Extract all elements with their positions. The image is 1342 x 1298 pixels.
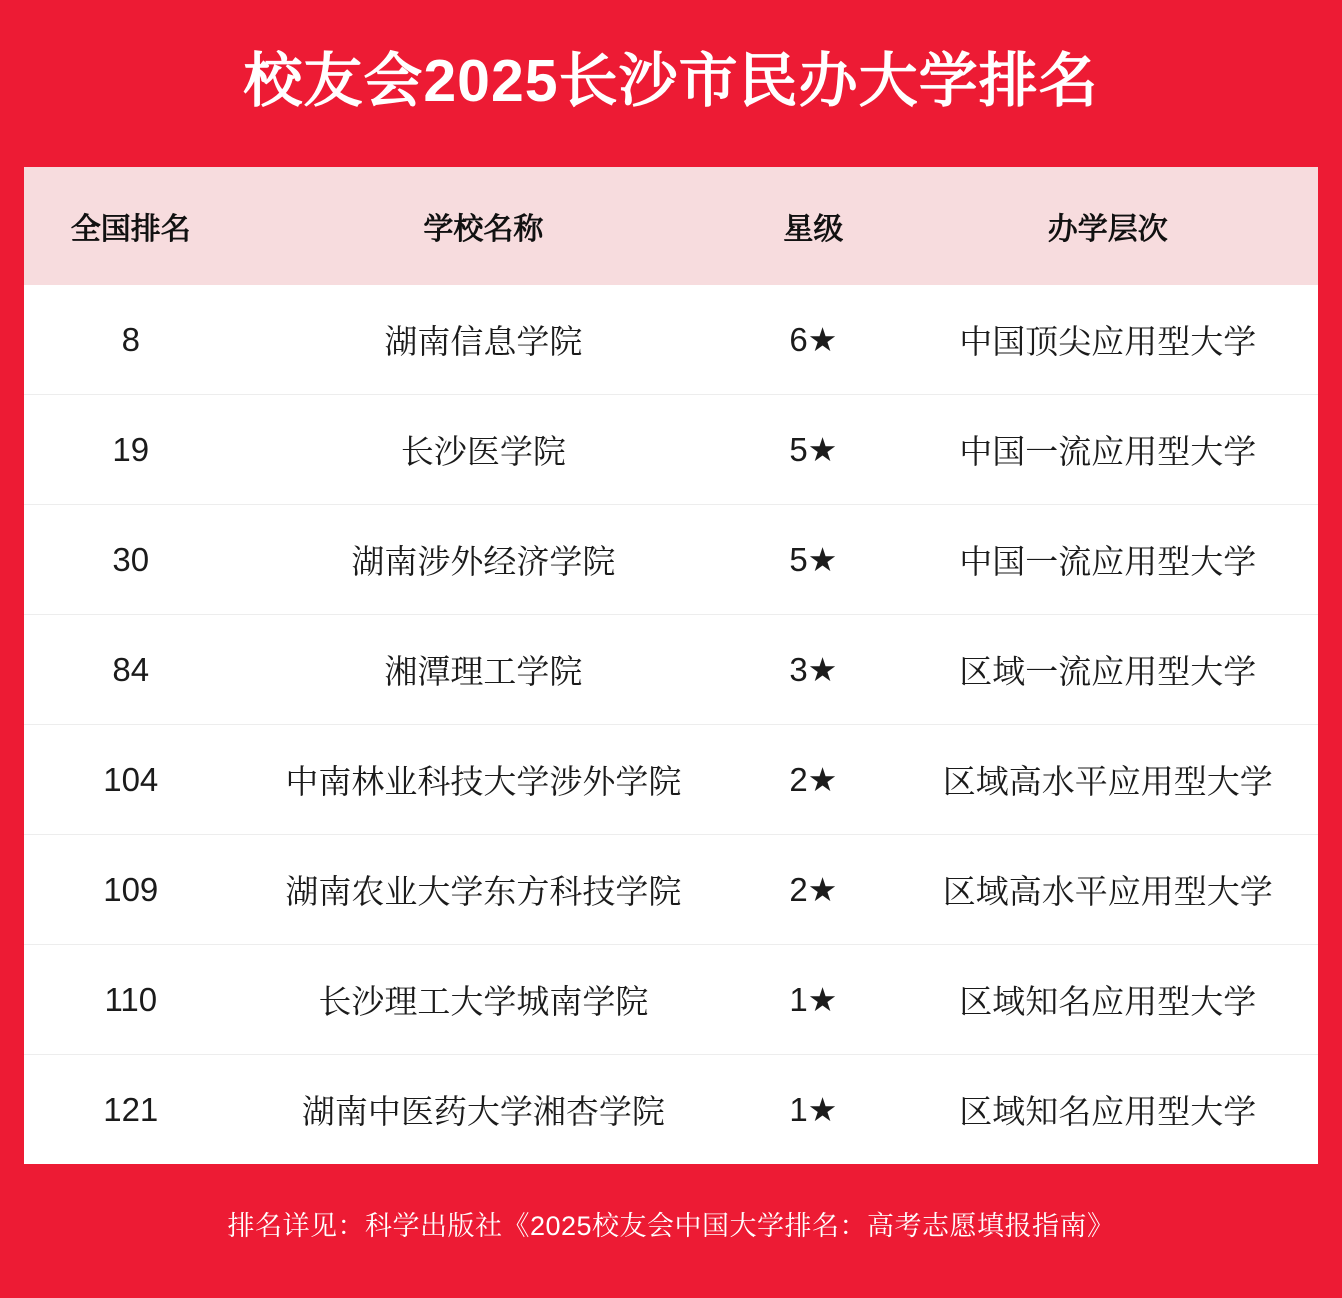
cell-level: 中国一流应用型大学 [897,395,1318,505]
cell-national-rank: 30 [24,505,238,615]
column-header-star-rating: 星级 [783,213,844,246]
table-header-row [24,167,1318,285]
page-title: 校友会2025长沙市民办大学排名 [243,48,1099,114]
ranking-table [24,167,1318,1164]
cell-star-rating: 1★ [729,945,897,1055]
table-row [24,505,1318,615]
cell-school-name: 长沙医学院 [238,395,730,505]
table-row [24,285,1318,395]
column-header-school-name: 学校名称 [423,213,544,246]
cell-national-rank: 121 [103,1090,159,1128]
cell-school-name: 湖南农业大学东方科技学院 [238,835,730,945]
table-row [24,1055,1318,1165]
cell-school-name: 湖南信息学院 [238,285,730,395]
cell-star-rating: 1★ [789,1091,838,1128]
cell-national-rank: 109 [24,835,238,945]
column-header-level: 办学层次 [1047,213,1168,246]
cell-school-name: 湖南中医药大学湘杏学院 [301,1093,665,1130]
cell-level: 中国一流应用型大学 [897,505,1318,615]
table-row [24,725,1318,835]
cell-star-rating: 5★ [729,505,897,615]
table-body [24,285,1318,1164]
cell-school-name: 湘潭理工学院 [238,615,730,725]
table-row [24,835,1318,945]
table-row [24,615,1318,725]
cell-star-rating: 2★ [729,835,897,945]
cell-level: 区域高水平应用型大学 [897,725,1318,835]
cell-national-rank: 84 [24,615,238,725]
table-header [24,167,1318,285]
source-note: 排名详见：科学出版社《2025校友会中国大学排名：高考志愿填报指南》 [227,1211,1115,1241]
cell-school-name: 湖南涉外经济学院 [238,505,730,615]
cell-national-rank: 19 [24,395,238,505]
cell-star-rating: 6★ [729,285,897,395]
ranking-table-container [24,167,1318,1164]
cell-national-rank: 8 [24,285,238,395]
cell-level: 区域知名应用型大学 [897,945,1318,1055]
table-row [24,395,1318,505]
cell-level: 区域高水平应用型大学 [897,835,1318,945]
cell-national-rank: 110 [24,945,238,1055]
cell-school-name: 长沙理工大学城南学院 [238,945,730,1055]
cell-level: 中国顶尖应用型大学 [897,285,1318,395]
cell-school-name: 中南林业科技大学涉外学院 [238,725,730,835]
cell-national-rank: 104 [24,725,238,835]
column-header-national-rank: 全国排名 [70,213,191,246]
cell-star-rating: 5★ [729,395,897,505]
cell-star-rating: 3★ [729,615,897,725]
cell-level: 区域一流应用型大学 [897,615,1318,725]
table-row [24,945,1318,1055]
cell-star-rating: 2★ [729,725,897,835]
cell-level: 区域知名应用型大学 [959,1093,1257,1130]
